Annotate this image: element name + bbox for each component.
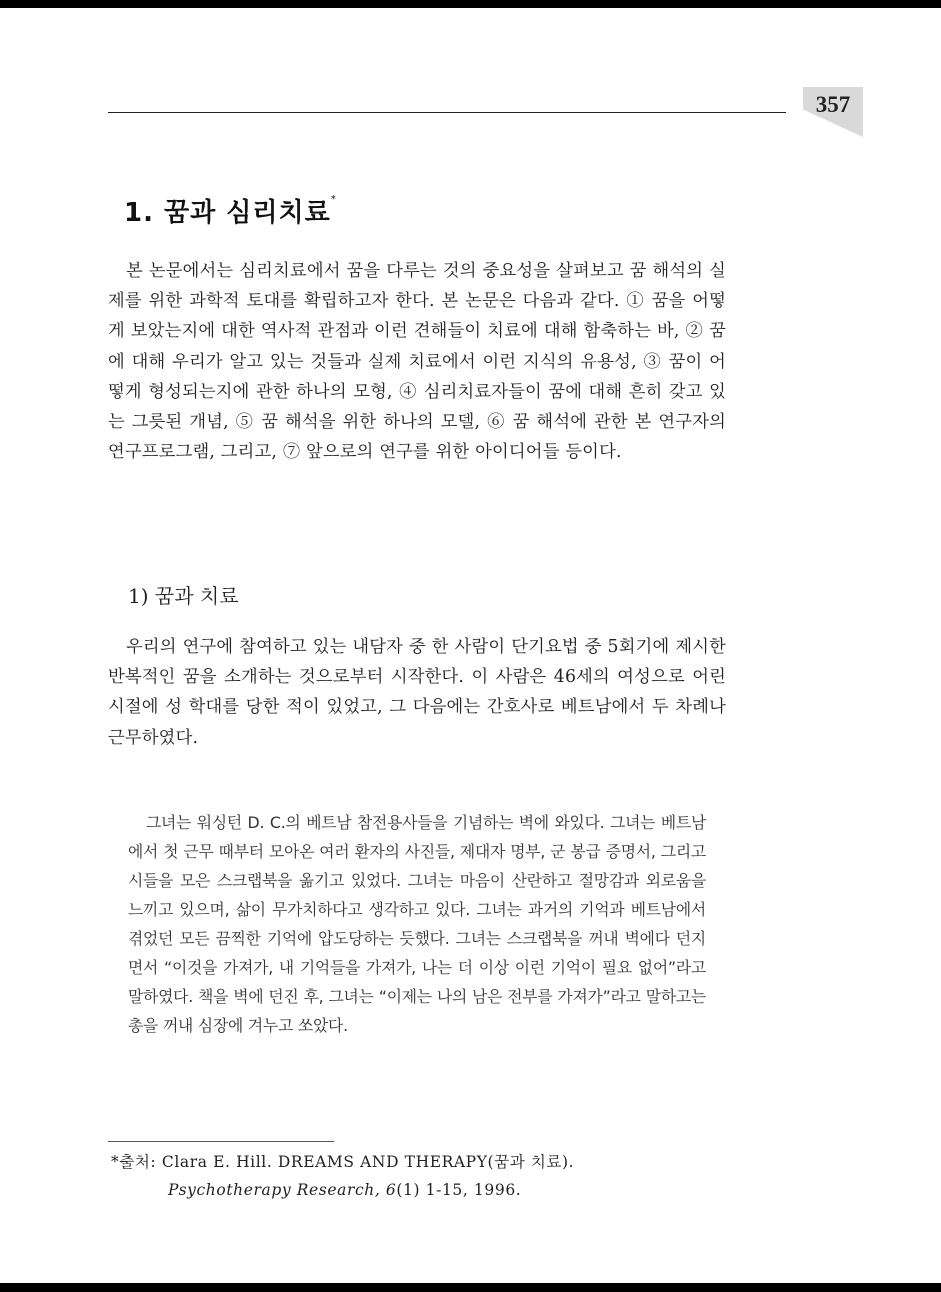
footnote-journal: Psychotherapy Research,: [168, 1181, 381, 1199]
footnote-citation: Clara E. Hill. DREAMS AND THERAPY(꿈과 치료).: [161, 1153, 575, 1171]
chapter-title-text: 1. 꿈과 심리치료: [124, 198, 331, 228]
footnote-volume: 6: [385, 1181, 397, 1199]
top-border: [0, 0, 941, 8]
footnote-journal-line: [111, 1176, 727, 1204]
page-number: 357: [815, 92, 851, 117]
footnote: [111, 1148, 727, 1204]
case-paragraph: 우리의 연구에 참여하고 있는 내담자 중 한 사람이 단기요법 중 5회기에 제시한 반복적인 꿈을 소개하는 것으로부터 시작한다. 이 사람은 46세의 여성으로 어린 시절에 성 학대를 당한 적이 있었고, 그 다음에는 간호사로 베트남에서 두 차례나 근무하였다.: [108, 637, 726, 748]
footnote-label: *출처:: [111, 1153, 157, 1171]
footnote-rule: [108, 1141, 334, 1142]
section-heading: 1) 꿈과 치료: [128, 584, 239, 608]
chapter-title: [124, 192, 337, 229]
header-rule: [108, 112, 786, 113]
bottom-border: [0, 1283, 941, 1292]
footnote-issue: (1) 1-15, 1996.: [396, 1181, 522, 1199]
dream-quote: 그녀는 워싱턴 D. C.의 베트남 참전용사들을 기념하는 벽에 와있다. 그녀는 베트남에서 첫 근무 때부터 모아온 여러 환자의 사진들, 제대자 명부, 군 봉급 증명서, 그리고 시들을 모은 스크랩북을 옮기고 있었다. 그녀는 마음이 산란하고 절망감과 외로움을 느끼고 있으며, 삶이 무가치하다고 생각하고 있다. 그녀는 과거의 기억과 베트남에서 겪었던 모든 끔찍한 기억에 압도당하는 듯했다. 그녀는 스크랩북을 꺼내 벽에다 던지면서 “이것을 가져가, 내 기억들을 가져가, 나는 더 이상 이런 기억이 필요 없어”라고 말하였다. 책을 벽에 던진 후, 그녀는 “이제는 나의 남은 전부를 가져가”라고 말하고는 총을 꺼내 심장에 겨누고 쏘았다.: [128, 813, 706, 1035]
footnote-marker: *: [330, 194, 337, 205]
intro-paragraph: 본 논문에서는 심리치료에서 꿈을 다루는 것의 중요성을 살펴보고 꿈 해석의 실제를 위한 과학적 토대를 확립하고자 한다. 본 논문은 다음과 같다. ① 꿈을 어떻게 보았는지에 대한 역사적 관점과 이런 견해들이 치료에 대해 함축하는 바, ② 꿈에 대해 우리가 알고 있는 것들과 실제 치료에서 이런 지식의 유용성, ③ 꿈이 어떻게 형성되는지에 관한 하나의 모형, ④ 심리치료자들이 꿈에 대해 흔히 갖고 있는 그릇된 개념, ⑤ 꿈 해석을 위한 하나의 모델, ⑥ 꿈 해석에 관한 본 연구자의 연구프로그램, 그리고, ⑦ 앞으로의 연구를 위한 아이디어들 등이다.: [108, 261, 726, 463]
